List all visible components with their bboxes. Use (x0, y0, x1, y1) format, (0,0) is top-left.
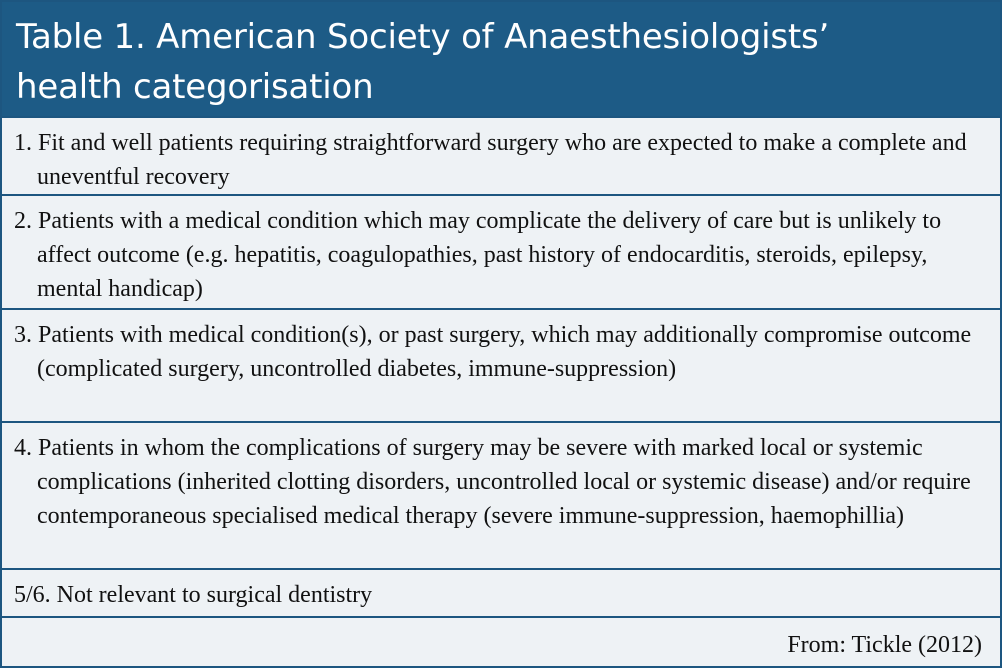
table-row (2, 421, 1000, 568)
table-row (2, 568, 1000, 616)
table-row-text: 4. Patients in whom the complications of surgery may be severe with marked local or systemic complications (inherited clotting disorders, uncontrolled local or systemic disease) and/or require contemporaneous specialised medical therapy (severe immune-suppression, haemophillia) (14, 435, 971, 529)
table-row-text: 5/6. Not relevant to surgical dentistry (14, 582, 373, 608)
table-title-line-1: Table 1. American Society of Anaesthesiologists’ (16, 17, 830, 57)
table-row-text: 1. Fit and well patients requiring straightforward surgery who are expected to make a complete and uneventful recovery (14, 130, 967, 190)
table-body (2, 116, 1000, 668)
table-row (2, 308, 1000, 421)
table-row-text: 2. Patients with a medical condition which may complicate the delivery of care but is unlikely to affect outcome (e.g. hepatitis, coagulopathies, past history of endocarditis, steroids, epilepsy, mental handicap) (14, 208, 942, 302)
table-row (2, 194, 1000, 308)
source-citation: From: Tickle (2012) (787, 632, 982, 658)
table-header (2, 2, 1000, 116)
table-row-text: 3. Patients with medical condition(s), or past surgery, which may additionally compromise outcome (complicated surgery, uncontrolled diabetes, immune-suppression) (14, 322, 972, 382)
source-row (2, 616, 1000, 668)
table-row (2, 116, 1000, 194)
table-title-line-2: health categorisation (16, 67, 374, 107)
